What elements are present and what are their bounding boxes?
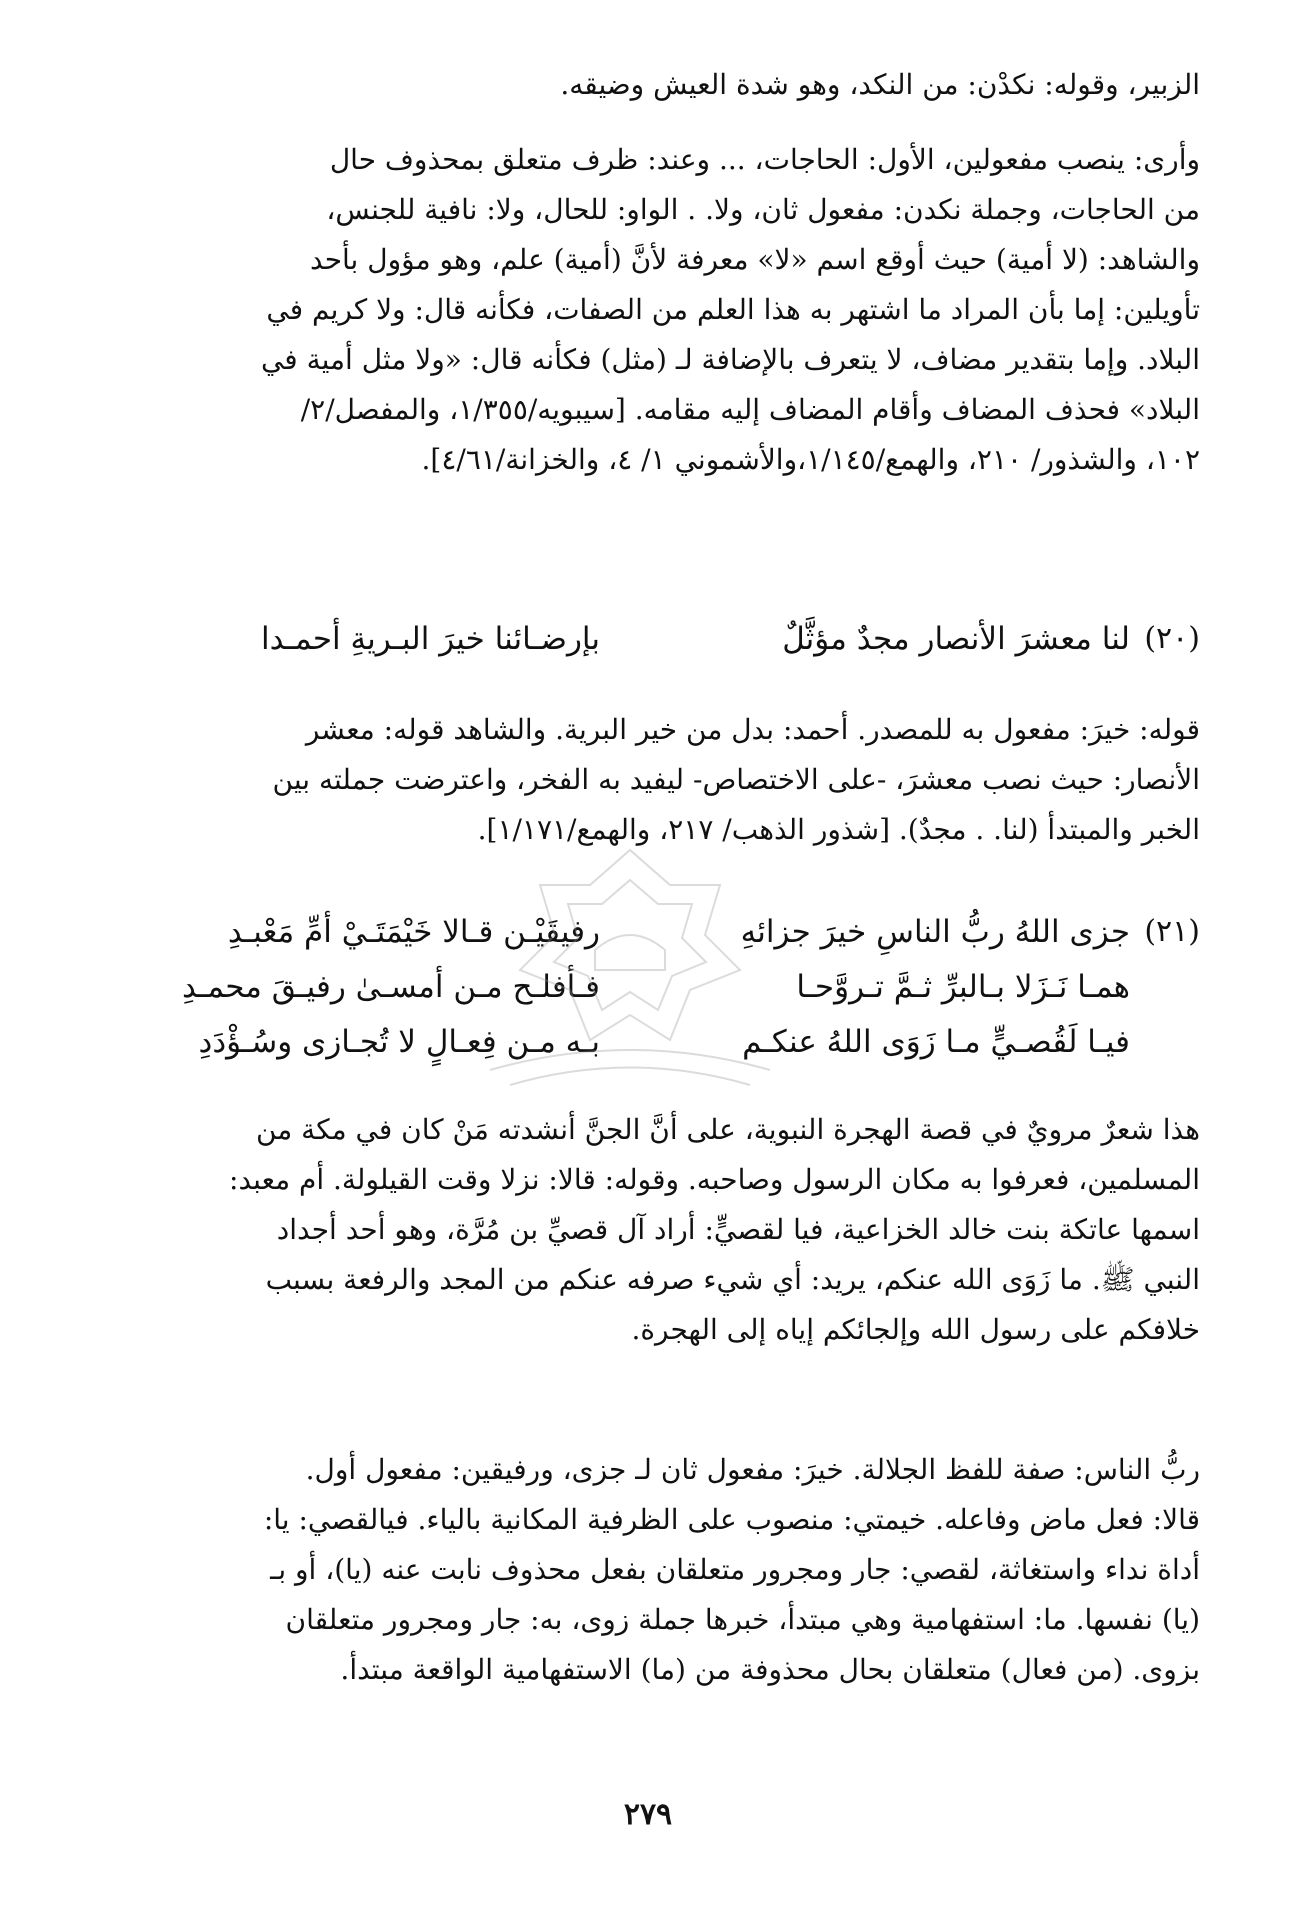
text-line: الزبير، وقوله: نكدْن: من النكد، وهو شدة العيش وضيقه. [560,68,1200,101]
text-line: ربُّ الناس: صفة للفظ الجلالة. خيرَ: مفعول ثان لـ جزى، ورفيقين: مفعول أول. [305,1453,1200,1486]
text-line: النبي ﷺ. ما زَوَى الله عنكم، يريد: أي شيء صرفه عنكم من المجد والرفعة بسبب [265,1263,1200,1296]
text-line: قالا: فعل ماض وفاعله. خيمتي: منصوب على الظرفية المكانية بالياء. فيالقصي: يا: [263,1503,1200,1536]
text-line: البلاد. وإما بتقدير مضاف، لا يتعرف بالإضافة لـ (مثل) فكأنه قال: «ولا مثل أمية في [260,343,1200,376]
text-line: والشاهد: (لا أمية) حيث أوقع اسم «لا» معرفة لأنَّ (أمية) علم، وهو مؤول بأحد [310,243,1200,276]
library-stamp-watermark [470,840,790,1100]
verse-first-hemistich: جزى اللهُ ربُّ الناسِ خيرَ جزائهِ [740,914,1130,950]
text-line: ١٠٢، والشذور/ ٢١٠، والهمع/١/١٤٥،والأشموني ١/ ٤، والخزانة/٤/٦١]. [421,443,1200,476]
verse-second-hemistich: بـه مـن فِعـالٍ لا تُجـازى وسُـؤْدَدِ [198,1024,600,1060]
verse-first-hemistich: همـا نَـزَلا بـالبرِّ ثـمَّ تـروَّحـا [796,969,1130,1005]
text-line: قوله: خيرَ: مفعول به للمصدر. أحمد: بدل من خير البرية. والشاهد قوله: معشر [305,713,1200,746]
page-number: ٢٧٩ [623,1797,673,1832]
text-line: وأرى: ينصب مفعولين، الأول: الحاجات، ... وعند: ظرف متعلق بمحذوف حال [329,143,1200,176]
commentary-paragraph-20 [90,705,1200,855]
verse-second-hemistich: رفيقَيْـن قـالا خَيْمَتَـيْ أمِّ مَعْبـدِ [227,914,600,950]
text-line: (يا) نفسها. ما: استفهامية وهي مبتدأ، خبرها جملة زوى، به: جار ومجرور متعلقان [285,1603,1200,1636]
commentary-paragraph-21a [90,1105,1200,1355]
verse-first-hemistich: لنا معشرَ الأنصار مجدٌ مؤثَّلٌ [782,621,1130,657]
text-line: المسلمين، فعرفوا به مكان الرسول وصاحبه. وقوله: قالا: نزلا وقت القيلولة. أم معبد: [229,1163,1200,1196]
text-line: بزوى. (من فعال) متعلقان بحال محذوفة من (ما) الاستفهامية الواقعة مبتدأ. [340,1653,1200,1686]
verse-number: (٢١) [1144,914,1200,949]
text-line: البلاد» فحذف المضاف وأقام المضاف إليه مقامه. [سيبويه/١/٣٥٥، والمفصل/٢/ [300,393,1200,426]
text-line: خلافكم على رسول الله وإلجائكم إياه إلى الهجرة. [631,1313,1200,1346]
verse-number: (٢٠) [1144,621,1200,656]
text-line: اسمها عاتكة بنت خالد الخزاعية، فيا لقصيٍّ: أراد آل قصيِّ بن مُرَّة، وهو أحد أجداد [276,1213,1200,1246]
commentary-paragraph-21b [90,1445,1200,1695]
text-line: من الحاجات، وجملة نكدن: مفعول ثان، ولا. . الواو: للحال، ولا: نافية للجنس، [326,193,1200,226]
text-line: هذا شعرٌ مرويٌ في قصة الهجرة النبوية، على أنَّ الجنَّ أنشدته مَنْ كان في مكة من [255,1113,1200,1146]
text-line: الأنصار: حيث نصب معشرَ، -على الاختصاص- ليفيد به الفخر، واعترضت جملته بين [272,763,1200,796]
commentary-paragraph-19 [90,135,1200,485]
text-line: الخبر والمبتدأ (لنا. . مجدٌ). [شذور الذهب/ ٢١٧، والهمع/١/١٧١]. [477,813,1200,846]
verse-first-hemistich: فيـا لَقُصـيٍّ مـا زَوَى اللهُ عنكـم [742,1024,1130,1060]
intro-paragraph [90,60,1200,110]
text-line: تأويلين: إما بأن المراد ما اشتهر به هذا العلم من الصفات، فكأنه قال: ولا كريم في [266,293,1200,326]
text-line: أداة نداء واستغاثة، لقصي: جار ومجرور متعلقان بفعل محذوف نابت عنه (يا)، أو بـ [270,1553,1200,1586]
verse-20 [90,612,1200,666]
verse-second-hemistich: فـأفلـح مـن أمسـىٰ رفيـقَ محمـدِ [182,969,600,1005]
verse-second-hemistich: بإرضـائنا خيرَ البـريةِ أحمـدا [260,621,600,657]
